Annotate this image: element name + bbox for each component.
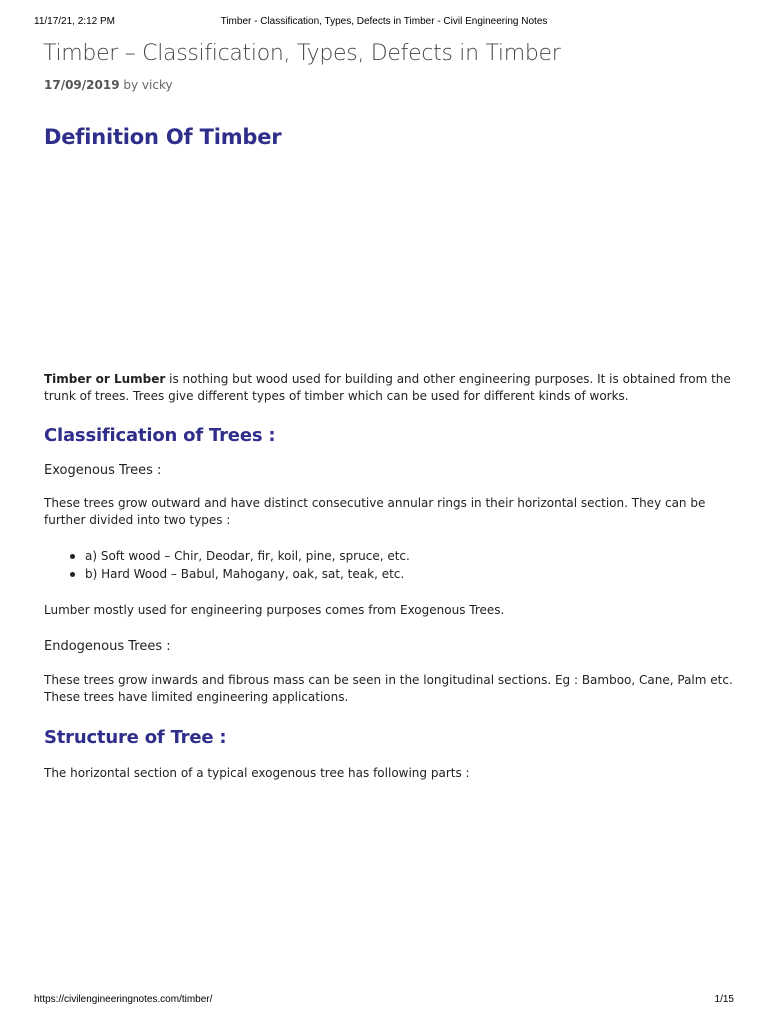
author-byline[interactable]: by vicky: [123, 78, 173, 92]
article-meta: [44, 78, 173, 92]
print-page-title: Timber - Classification, Types, Defects in Timber - Civil Engineering Notes: [220, 16, 548, 27]
exogenous-paragraph: These trees grow outward and have distinct consecutive annular rings in their horizontal section. They can be further divided into two types :: [44, 496, 706, 527]
list-item: a) Soft wood – Chir, Deodar, fir, koil, pine, spruce, etc.: [66, 548, 410, 566]
structure-paragraph: The horizontal section of a typical exogenous tree has following parts :: [44, 766, 470, 780]
print-url: https://civilengineeringnotes.com/timber/: [34, 994, 213, 1005]
print-datetime: 11/17/21, 2:12 PM: [34, 16, 115, 27]
endogenous-heading: Endogenous Trees :: [44, 639, 171, 654]
article-title: Timber – Classification, Types, Defects in Timber: [43, 41, 561, 66]
definition-heading: Definition Of Timber: [44, 125, 282, 149]
list-item: b) Hard Wood – Babul, Mahogany, oak, sat, teak, etc.: [66, 566, 410, 584]
intro-paragraph: [44, 371, 734, 405]
endogenous-paragraph: These trees grow inwards and fibrous mass can be seen in the longitudinal sections. Eg : Bamboo, Cane, Palm etc. These trees have limited engineering applications.: [44, 673, 733, 704]
classification-heading: Classification of Trees :: [44, 425, 276, 446]
intro-term: Timber or Lumber: [44, 372, 166, 386]
structure-heading: Structure of Tree :: [44, 727, 227, 748]
exogenous-types-list: [66, 548, 410, 583]
intro-text: is nothing but wood used for building and other engineering purposes. It is obtained from the trunk of trees. Trees give different types of timber which can be used for different kinds of works.: [44, 372, 731, 403]
publish-date[interactable]: 17/09/2019: [44, 78, 120, 92]
print-footer: [34, 994, 734, 1008]
exogenous-heading: Exogenous Trees :: [44, 463, 162, 478]
page-number: 1/15: [714, 994, 734, 1005]
print-header: [34, 16, 734, 30]
lumber-note: Lumber mostly used for engineering purposes comes from Exogenous Trees.: [44, 603, 505, 617]
